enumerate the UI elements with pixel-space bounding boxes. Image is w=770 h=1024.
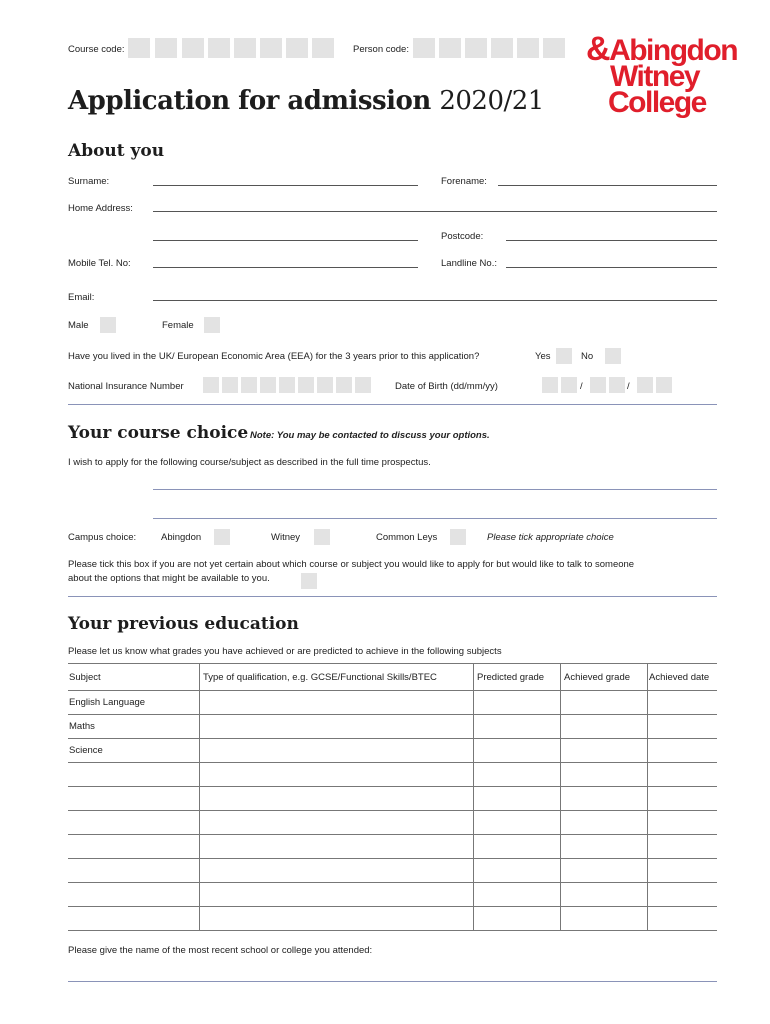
eea-question: Have you lived in the UK/ European Economic Area (EEA) for the 3 years prior to this application?: [68, 351, 480, 362]
uncertain-text-2: about the options that might be available to you.: [68, 573, 270, 584]
home-address-field-2[interactable]: [153, 240, 418, 241]
campus-abingdon-label: Abingdon: [161, 532, 202, 543]
school-field[interactable]: [68, 981, 717, 982]
forename-field[interactable]: [498, 185, 717, 186]
table-row[interactable]: [68, 811, 717, 835]
male-checkbox[interactable]: [100, 317, 116, 333]
campus-witney-checkbox[interactable]: [314, 529, 330, 545]
home-address-label: Home Address:: [68, 203, 133, 214]
col-achieved-date: Achieved date: [648, 664, 718, 691]
table-row[interactable]: [68, 763, 717, 787]
section-about-heading: About you: [68, 141, 165, 161]
grades-table: [68, 663, 717, 931]
campus-hint: Please tick appropriate choice: [487, 532, 614, 543]
section-divider-2: [68, 596, 717, 597]
table-row[interactable]: Maths: [68, 715, 717, 739]
eea-no-checkbox[interactable]: [605, 348, 621, 364]
uncertain-checkbox[interactable]: [301, 573, 317, 589]
col-achieved: Achieved grade: [561, 664, 648, 691]
dob-label: Date of Birth (dd/mm/yy): [395, 381, 498, 392]
col-qualification: Type of qualification, e.g. GCSE/Functional Skills/BTEC: [200, 664, 474, 691]
section-education-heading: Your previous education: [68, 614, 299, 634]
campus-commonleys-checkbox[interactable]: [450, 529, 466, 545]
female-checkbox[interactable]: [204, 317, 220, 333]
title-year: 2020/21: [439, 86, 544, 116]
person-code-label: Person code:: [353, 44, 409, 55]
section-divider: [68, 404, 717, 405]
school-prompt: Please give the name of the most recent school or college you attended:: [68, 945, 373, 956]
page-title: [68, 86, 544, 116]
title-text: Application for admission: [68, 86, 431, 116]
col-predicted: Predicted grade: [474, 664, 561, 691]
mobile-field[interactable]: [153, 267, 418, 268]
table-row[interactable]: [68, 859, 717, 883]
landline-field[interactable]: [506, 267, 717, 268]
course-field-1[interactable]: [153, 489, 717, 490]
eea-no-label: No: [581, 351, 594, 362]
surname-label: Surname:: [68, 176, 110, 187]
ni-number-label: National Insurance Number: [68, 381, 184, 392]
eea-yes-label: Yes: [535, 351, 551, 362]
campus-label: Campus choice:: [68, 532, 137, 543]
email-field[interactable]: [153, 300, 717, 301]
surname-field[interactable]: [153, 185, 418, 186]
course-field-2[interactable]: [153, 518, 717, 519]
landline-label: Landline No.:: [441, 258, 497, 269]
campus-commonleys-label: Common Leys: [376, 532, 438, 543]
postcode-field[interactable]: [506, 240, 717, 241]
female-label: Female: [162, 320, 194, 331]
education-intro: Please let us know what grades you have achieved or are predicted to achieve in the following subjects: [68, 646, 502, 657]
table-header-row: [68, 664, 717, 691]
course-intro: I wish to apply for the following course/subject as described in the full time prospectus.: [68, 457, 431, 468]
campus-abingdon-checkbox[interactable]: [214, 529, 230, 545]
table-row[interactable]: English Language: [68, 691, 717, 715]
table-row[interactable]: Science: [68, 739, 717, 763]
table-row[interactable]: [68, 835, 717, 859]
uncertain-text-1: Please tick this box if you are not yet certain about which course or subject you would like to apply for but would like to talk to someone: [68, 559, 635, 570]
male-label: Male: [68, 320, 89, 331]
table-row[interactable]: [68, 883, 717, 907]
campus-witney-label: Witney: [271, 532, 301, 543]
mobile-label: Mobile Tel. No:: [68, 258, 131, 269]
college-logo: &Abingdon Witney College: [586, 30, 738, 119]
home-address-field[interactable]: [153, 211, 717, 212]
table-row[interactable]: [68, 787, 717, 811]
section-course-heading: Your course choice: [68, 423, 249, 443]
col-subject: Subject: [68, 664, 200, 691]
course-code-label: Course code:: [68, 44, 125, 55]
postcode-label: Postcode:: [441, 231, 484, 242]
eea-yes-checkbox[interactable]: [556, 348, 572, 364]
email-label: Email:: [68, 292, 95, 303]
forename-label: Forename:: [441, 176, 487, 187]
course-note: Note: You may be contacted to discuss your options.: [250, 430, 490, 441]
table-row[interactable]: [68, 907, 717, 931]
